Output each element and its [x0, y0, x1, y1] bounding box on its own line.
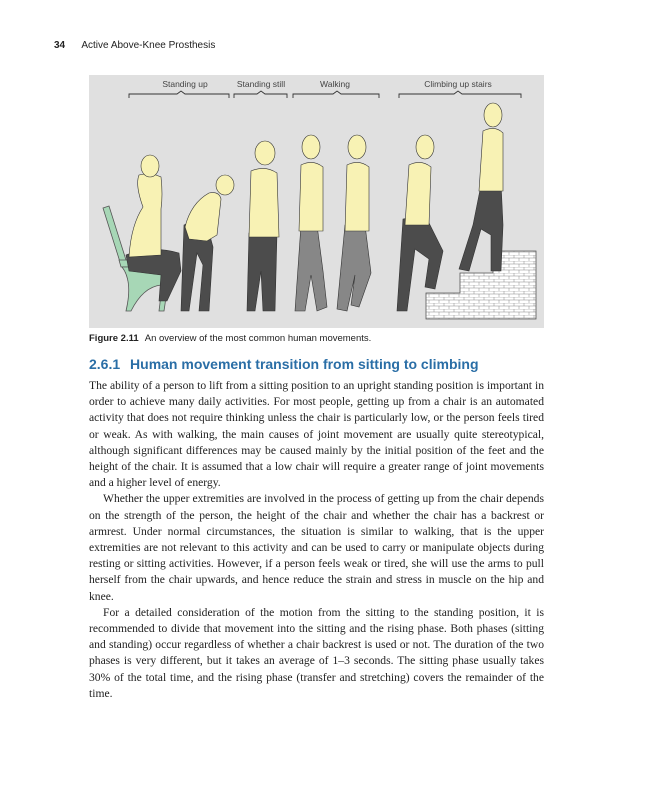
- phase-label-standing-still: Standing still: [236, 79, 286, 89]
- body-text: [89, 378, 544, 702]
- phase-brackets: [129, 91, 521, 98]
- figure-climbing-1: [397, 135, 443, 311]
- figure-number: Figure 2.11: [89, 333, 139, 344]
- phase-label-walking: Walking: [320, 79, 350, 89]
- figure-walking-1: [295, 135, 327, 311]
- figure-climbing-2: [459, 103, 503, 271]
- movement-illustration: [89, 75, 544, 328]
- figure-standing: [247, 141, 279, 311]
- bracket-standing-up: [129, 91, 229, 98]
- figure-caption: [89, 333, 371, 344]
- figure-caption-text: An overview of the most common human movements.: [144, 333, 372, 344]
- page-number: 34: [54, 40, 66, 51]
- stairs: [426, 251, 536, 319]
- section-heading: [89, 356, 479, 372]
- paragraph: Whether the upper extremities are involved in the process of getting up from the chair depends on the strength of the person, the height of the chair and whether the chair has a backrest or armrest. Under normal circumstances, the situation is similar to walking, that is the upper extremities are not relevant to this activity and can be used to carry or manipulate objects during resting or sitting activities. However, if a person feels weak or tired, she will use the arms to pull herself from the chair upwards, and hence reduce the strain and stress in muscle on the hip and knee.: [89, 492, 544, 603]
- running-head: [54, 40, 215, 51]
- section-number: 2.6.1: [89, 356, 121, 372]
- figure-movements: [89, 75, 544, 328]
- figure-rising: [181, 175, 234, 311]
- bracket-standing-still: [234, 91, 287, 98]
- bracket-walking: [293, 91, 379, 98]
- phase-label-standing-up: Standing up: [162, 79, 208, 89]
- figure-walking-2: [337, 135, 371, 311]
- paragraph: The ability of a person to lift from a sitting position to an upright standing position is important in order to achieve many daily activities. For most people, getting up from a chair is an automated activity that does not require thinking unless the chair is particularly low, or the person feels tired or weak. As with walking, the main causes of joint movement are usually quite stereotypical, although significant differences may be caused mainly by the initial position of the feet and the height of the chair. It is assumed that a low chair will require a greater range of joint movements and a higher level of energy.: [89, 379, 544, 490]
- section-title: Human movement transition from sitting to climbing: [130, 356, 479, 372]
- book-title: Active Above-Knee Prosthesis: [81, 40, 216, 51]
- paragraph: For a detailed consideration of the motion from the sitting to the standing position, it is recommended to divide that movement into the sitting and the rising phase. Both phases (sitting and standing) occur regardless of whether a chair backrest is used or not. The duration of the two phases is very different, but it takes an average of 1–3 seconds. The sitting phase usually takes 30% of the total time, and the rising phase (transfer and stretching) covers the remainder of the time.: [89, 605, 544, 700]
- bracket-climbing: [399, 91, 521, 98]
- phase-label-climbing: Climbing up stairs: [424, 79, 492, 89]
